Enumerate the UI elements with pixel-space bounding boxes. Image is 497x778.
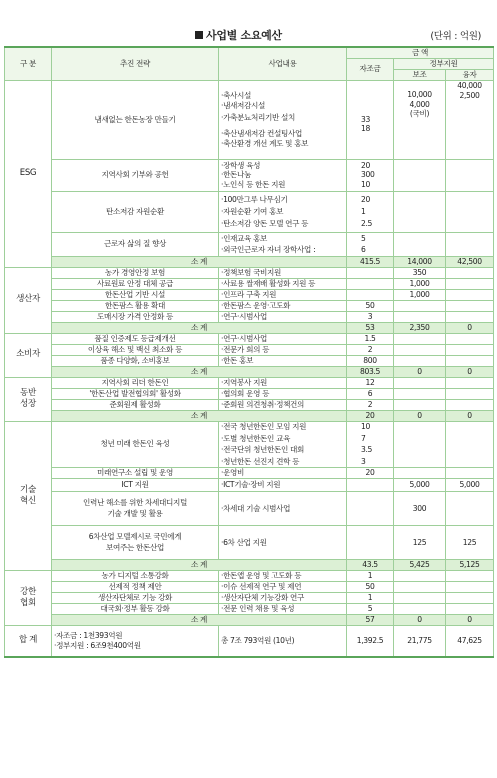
category-line: 기술 (20, 484, 36, 495)
content-cell: ·협의회 운영 등 (219, 388, 347, 399)
own-cell (347, 159, 394, 191)
own-cell (347, 191, 394, 232)
header-amount: 금 액 (347, 47, 494, 58)
own-line: 2.5 (361, 218, 373, 228)
strategy-cell: ICT 지원 (52, 478, 219, 491)
own-cell: 50 (347, 300, 394, 311)
subsidy-cell (394, 191, 446, 232)
content-line: ·자원순환 기여 홍보 (221, 206, 284, 216)
own-line: 10 (361, 180, 370, 190)
category-strengthen (5, 570, 52, 625)
subtotal-subsidy: 14,000 (394, 256, 446, 267)
content-cell: ·지역봉사 지원 (219, 377, 347, 388)
content-cell: ·사료용 쌀재배 활성화 지원 등 (219, 278, 347, 289)
own-cell: 3 (347, 311, 394, 322)
own-cell (347, 421, 394, 467)
subtotal-subsidy: 0 (394, 366, 446, 377)
subtotal-subsidy: 0 (394, 410, 446, 421)
category-tech (5, 421, 52, 570)
loan-cell (446, 80, 494, 159)
loan-cell (446, 232, 494, 256)
subtotal-own: 53 (347, 322, 394, 333)
content-line: ·장학생 육성 (221, 160, 261, 170)
subtotal-subsidy: 5,425 (394, 559, 446, 570)
table-title-text: 사업별 소요예산 (206, 29, 282, 42)
subsidy-cell (394, 311, 446, 322)
header-content: 사업내용 (219, 47, 347, 80)
square-bullet-icon (195, 31, 203, 39)
subtotal-loan: 0 (446, 614, 494, 625)
subsidy-cell (394, 159, 446, 191)
content-cell: ·전문가 회의 등 (219, 344, 347, 355)
content-line: ·냄새저감시설 (221, 100, 265, 110)
subtotal-subsidy: 0 (394, 614, 446, 625)
content-cell: ·연구·시범사업 (219, 333, 347, 344)
subsidy-cell: 5,000 (394, 478, 446, 491)
loan-cell (446, 491, 494, 525)
subsidy-cell (394, 232, 446, 256)
content-line: ·한돈나눔 (221, 170, 252, 180)
loan-cell (446, 267, 494, 278)
strategy-cell: 선제적 정책 제안 (52, 581, 219, 592)
content-line: ·노인식 등 한돈 지원 (221, 180, 286, 190)
content-cell: ·준회원 의견청취·정책건의 (219, 399, 347, 410)
subsidy-cell (394, 333, 446, 344)
content-cell (219, 421, 347, 467)
own-cell: 50 (347, 581, 394, 592)
content-cell: ·차세대 기술 시범사업 (219, 491, 347, 525)
total-own: 1,392.5 (347, 625, 394, 657)
subsidy-cell (394, 355, 446, 366)
content-cell: ·생산자단체 기능강화 연구 (219, 592, 347, 603)
own-cell: 2 (347, 344, 394, 355)
own-line: 20 (361, 160, 370, 170)
own-cell (347, 232, 394, 256)
category-producer: 생산자 (5, 267, 52, 333)
own-cell (347, 80, 394, 159)
content-cell: ·인프라 구축 지원 (219, 289, 347, 300)
loan-cell: 125 (446, 525, 494, 559)
subtotal-loan: 0 (446, 410, 494, 421)
content-line: ·탄소저감 양돈 모델 연구 등 (221, 218, 309, 228)
strategy-cell: 준회원제 활성화 (52, 399, 219, 410)
subsidy-cell: 300 (394, 491, 446, 525)
strategy-line: 보여주는 한돈산업 (106, 543, 164, 553)
total-summary: 총 7조 793억원 (10년) (219, 625, 347, 657)
header-category: 구 분 (5, 47, 52, 80)
content-cell: ·6차 산업 지원 (219, 525, 347, 559)
loan-cell (446, 603, 494, 614)
content-cell (219, 232, 347, 256)
strategy-line: 기술 개발 및 활용 (107, 509, 163, 519)
subtotal-own: 43.5 (347, 559, 394, 570)
subtotal-label: 소 계 (52, 366, 347, 377)
own-line: 7 (361, 433, 366, 443)
strategy-cell: 대국회·정부 활동 강화 (52, 603, 219, 614)
content-cell (219, 80, 347, 159)
own-line: 33 (361, 114, 370, 124)
category-line: 동반 (20, 388, 36, 399)
strategy-line: 6차산업 모델제시로 국민에게 (88, 531, 182, 541)
subsidy-cell (394, 570, 446, 581)
loan-cell (446, 191, 494, 232)
total-detail (52, 625, 219, 657)
content-line: ·100만그루 나무심기 (221, 195, 288, 205)
header-gov: 정부지원 (394, 58, 494, 69)
content-line: ·축사시설 (221, 90, 252, 100)
own-cell: 1 (347, 592, 394, 603)
strategy-cell: 농가 디지털 소통강화 (52, 570, 219, 581)
category-esg: ESG (5, 80, 52, 267)
content-line: ·도별 청년한돈인 교육 (221, 433, 291, 443)
own-cell: 5 (347, 603, 394, 614)
own-cell: 800 (347, 355, 394, 366)
category-cogrowth (5, 377, 52, 421)
own-line: 300 (361, 170, 375, 180)
subsidy-cell (394, 344, 446, 355)
subsidy-cell (394, 377, 446, 388)
subsidy-line: 10,000 (407, 89, 432, 99)
category-line: 혁신 (20, 495, 36, 506)
loan-cell (446, 467, 494, 478)
strategy-cell (52, 491, 219, 525)
strategy-cell: 한돈팜스 활용 확대 (52, 300, 219, 311)
own-line: 18 (361, 124, 370, 134)
strategy-cell: 탄소저감 자원순환 (52, 191, 219, 232)
own-cell (347, 478, 394, 491)
content-cell: ·정책보험 국비지원 (219, 267, 347, 278)
subsidy-cell: 1,000 (394, 289, 446, 300)
subtotal-label: 소 계 (52, 322, 347, 333)
content-line: ·인재교육 홍보 (221, 233, 268, 243)
subsidy-cell (394, 592, 446, 603)
loan-line: 2,500 (459, 90, 480, 100)
own-cell: 2 (347, 399, 394, 410)
strategy-cell: 한돈산업 기반 시설 (52, 289, 219, 300)
loan-cell (446, 300, 494, 311)
loan-cell: 5,000 (446, 478, 494, 491)
loan-line: 40,000 (457, 80, 482, 90)
loan-cell (446, 421, 494, 467)
own-cell: 1 (347, 570, 394, 581)
subsidy-cell: 350 (394, 267, 446, 278)
table-title (195, 27, 282, 43)
subsidy-cell (394, 300, 446, 311)
content-cell: ·운영비 (219, 467, 347, 478)
strategy-cell: 이상육 해소 및 백신 최소화 등 (52, 344, 219, 355)
loan-cell (446, 278, 494, 289)
strategy-cell: 농가 경영안정 보험 (52, 267, 219, 278)
subtotal-own: 57 (347, 614, 394, 625)
loan-cell (446, 581, 494, 592)
total-detail-line: ·정부지원 : 6조9천400억원 (54, 641, 141, 651)
subsidy-cell (394, 80, 446, 159)
strategy-cell: 품질 인증제도 등급제개선 (52, 333, 219, 344)
total-loan: 47,625 (446, 625, 494, 657)
subtotal-label: 소 계 (52, 614, 347, 625)
subsidy-cell (394, 467, 446, 478)
loan-cell (446, 388, 494, 399)
strategy-cell: 지역사회 기부와 공헌 (52, 159, 219, 191)
strategy-cell (52, 525, 219, 559)
subtotal-own: 415.5 (347, 256, 394, 267)
own-cell (347, 491, 394, 525)
strategy-line: 인력난 해소를 위한 차세대디지털 (83, 497, 187, 507)
own-cell: 20 (347, 467, 394, 478)
strategy-cell: 미래연구소 설립 및 운영 (52, 467, 219, 478)
content-cell: ·전문 인력 채용 및 육성 (219, 603, 347, 614)
own-cell (347, 289, 394, 300)
subtotal-label: 소 계 (52, 256, 347, 267)
category-line: 성장 (20, 399, 36, 410)
loan-cell (446, 399, 494, 410)
content-line: ·가축분뇨처리기반 설치 (221, 113, 295, 123)
category-consumer: 소비자 (5, 333, 52, 377)
own-cell: 6 (347, 388, 394, 399)
strategy-cell: 냄새없는 한돈농장 만들기 (52, 80, 219, 159)
loan-cell (446, 333, 494, 344)
loan-cell (446, 355, 494, 366)
content-line: ·축산냄새저감 컨설팅사업 (221, 129, 302, 139)
category-line: 협회 (20, 597, 36, 608)
strategy-cell: 지역사회 리더 한돈인 (52, 377, 219, 388)
total-subsidy: 21,775 (394, 625, 446, 657)
subsidy-cell: 1,000 (394, 278, 446, 289)
loan-cell (446, 311, 494, 322)
subtotal-label: 소 계 (52, 559, 347, 570)
strategy-cell: '한돈산업 발전협의회' 활성화 (52, 388, 219, 399)
header-loan: 융자 (446, 69, 494, 80)
subsidy-cell (394, 399, 446, 410)
strategy-cell: 품종 다양화, 소비홍보 (52, 355, 219, 366)
own-line: 10 (361, 421, 370, 431)
content-cell (219, 159, 347, 191)
strategy-cell: 근로자 삶의 질 향상 (52, 232, 219, 256)
loan-cell (446, 377, 494, 388)
own-cell (347, 278, 394, 289)
strategy-cell: 청년 미래 한돈인 육성 (52, 421, 219, 467)
subsidy-line: 4,000 (409, 99, 430, 109)
loan-cell (446, 289, 494, 300)
subtotal-loan: 5,125 (446, 559, 494, 570)
subsidy-cell: 125 (394, 525, 446, 559)
own-cell (347, 267, 394, 278)
strategy-cell: 도매시장 가격 안정화 등 (52, 311, 219, 322)
subtotal-loan: 42,500 (446, 256, 494, 267)
subtotal-label: 소 계 (52, 410, 347, 421)
content-cell: ·한돈앱 운영 및 고도화 등 (219, 570, 347, 581)
header-strategy: 추진 전략 (52, 47, 219, 80)
own-line: 3.5 (361, 445, 373, 455)
unit-label: (단위 : 억원) (430, 31, 481, 42)
header-own: 자조금 (347, 58, 394, 80)
content-cell: ·한돈팜스 운영·고도화 (219, 300, 347, 311)
header-subsidy: 보조 (394, 69, 446, 80)
own-line: 5 (361, 233, 366, 243)
subsidy-cell (394, 603, 446, 614)
content-cell (219, 191, 347, 232)
content-line: ·축산환경 개선 계도 및 홍보 (221, 138, 309, 148)
content-line: ·전국 청년한돈인 모임 지원 (221, 421, 307, 431)
loan-cell (446, 159, 494, 191)
category-line: 강한 (20, 586, 36, 597)
content-line: ·외국인근로자 자녀 장학사업 : (221, 245, 316, 255)
subsidy-cell (394, 421, 446, 467)
own-line: 3 (361, 457, 366, 467)
subsidy-cell (394, 581, 446, 592)
own-cell: 1.5 (347, 333, 394, 344)
subtotal-own: 803.5 (347, 366, 394, 377)
loan-cell (446, 344, 494, 355)
loan-cell (446, 592, 494, 603)
subsidy-cell (394, 388, 446, 399)
budget-table (4, 46, 494, 658)
subtotal-loan: 0 (446, 366, 494, 377)
content-line: ·전국단위 청년한돈인 대회 (221, 445, 305, 455)
own-line: 1 (361, 206, 366, 216)
total-detail-line: ·자조금 : 1천393억원 (54, 631, 123, 641)
content-line: ·청년한돈 선진지 견학 등 (221, 457, 300, 467)
content-cell: ·ICT기술·장비 지원 (219, 478, 347, 491)
content-cell: ·연구·시범사업 (219, 311, 347, 322)
own-line: 20 (361, 195, 370, 205)
title-row (0, 27, 497, 45)
strategy-cell: 사료원료 안정 대체 공급 (52, 278, 219, 289)
content-cell: ·한돈 홍보 (219, 355, 347, 366)
strategy-cell: 생산자단체로 기능 강화 (52, 592, 219, 603)
subsidy-line: (국비) (409, 109, 430, 119)
loan-cell (446, 570, 494, 581)
own-cell: 12 (347, 377, 394, 388)
content-cell: ·이슈 선제적 연구 및 제언 (219, 581, 347, 592)
own-cell (347, 525, 394, 559)
subtotal-loan: 0 (446, 322, 494, 333)
subtotal-own: 20 (347, 410, 394, 421)
subtotal-subsidy: 2,350 (394, 322, 446, 333)
total-label: 합 계 (5, 625, 52, 657)
own-line: 6 (361, 245, 366, 255)
